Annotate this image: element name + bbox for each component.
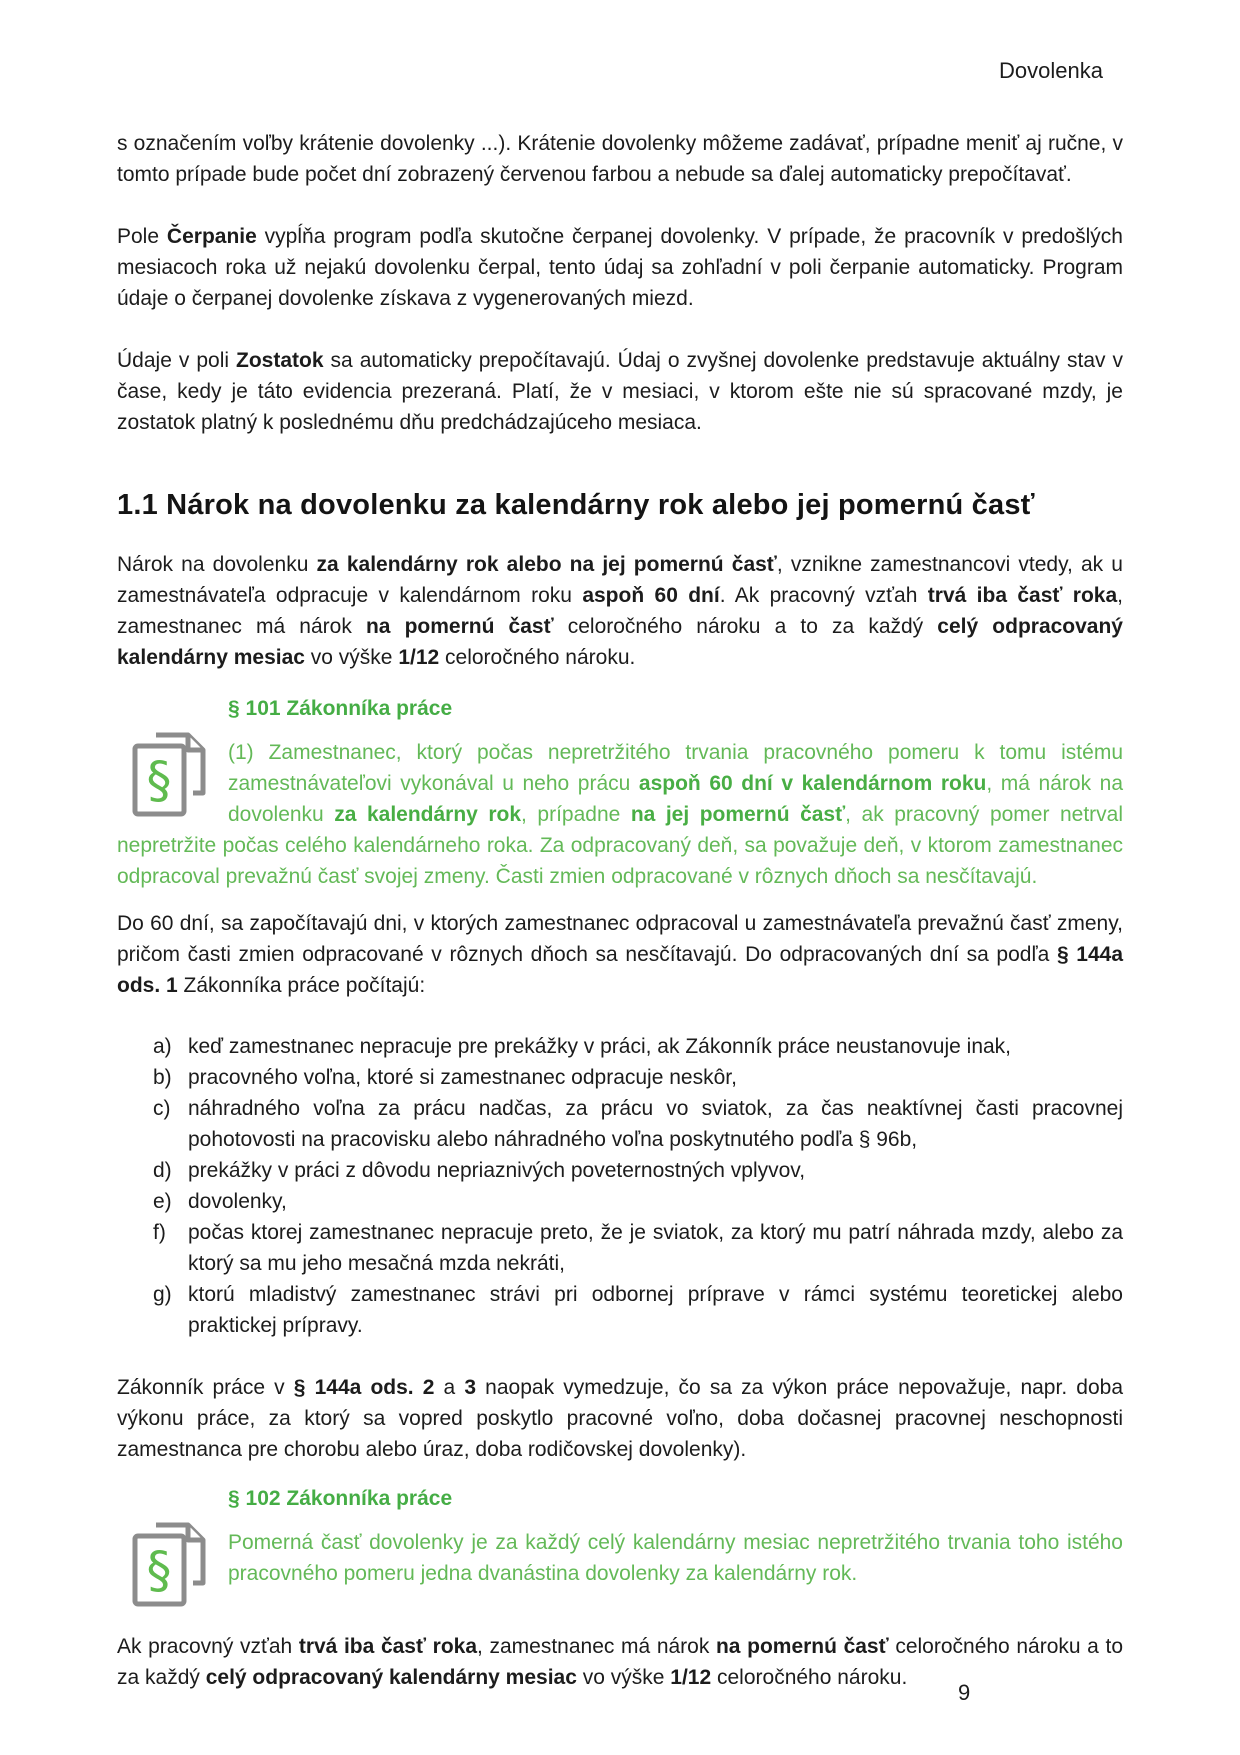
section-heading-1-1: 1.1 Nárok na dovolenku za kalendárny rok alebo jej pomernú časť [117,489,1035,521]
list-item-label: d) [153,1159,172,1182]
list-item [153,1217,1123,1279]
svg-text:§: § [146,1541,172,1599]
list-item-label: f) [153,1221,166,1244]
list-item-text: keď zamestnanec nepracuje pre prekážky v práci, ak Zákonník práce neustanovuje inak, [188,1035,1012,1058]
list-item [153,1279,1123,1341]
page-header-title: Dovolenka [999,58,1103,83]
paragraph-ak-pracovny: Ak pracovný vzťah trvá iba časť roka, zamestnanec má nárok na pomernú časť celoročného nároku a to za každý celý odpracovaný kalendárny mesiac vo výške 1/12 celoročného nároku. [117,1635,1124,1689]
svg-text:§: § [146,751,172,809]
paragraph-document-icon [131,731,207,817]
paragraph-zostatok: Údaje v poli Zostatok sa automaticky prepočítavajú. Údaj o zvyšnej dovolenke predstavuje aktuálny stav v čase, kedy je táto evidencia prezeraná. Platí, že v mesiaci, v ktorom ešte nie sú spracované mzdy, je zostatok platný k poslednému dňu predchádzajúceho mesiaca. [117,349,1123,434]
list-item-text: počas ktorej zamestnanec nepracuje preto, že je sviatok, za ktorý mu patrí náhrada mzdy, alebo za ktorý sa mu jeho mesačná mzda nekráti, [188,1221,1123,1275]
law-101-rich-text: (1) Zamestnanec, ktorý počas nepretržitého trvania pracovného pomeru k tomu istému zamestnávateľovi vykonával u neho prácu aspoň 60 dní v kalendárnom roku, má nárok na dovolenku za kalendárny rok, prípadne na jej pomernú časť, ak pracovný pomer netrval nepretržite počas celého kalendárneho roka. Za odpracovaný deň, sa považuje deň, v ktorom zamestnanec odpracoval prevažnú časť svojej zmeny. Časti zmien odpracované v rôznych dňoch sa nesčítavajú. [117,741,1124,888]
list-item [153,1093,1123,1155]
list-item-label: b) [153,1066,172,1089]
law-102-rich-text: Pomerná časť dovolenky je za každý celý kalendárny mesiac nepretržitého trvania toho istého pracovného pomeru jedna dvanástina dovolenky za kalendárny rok. [228,1531,1123,1585]
list-item-label: g) [153,1283,172,1306]
list-item [153,1062,1123,1093]
law-excerpt-101 [117,695,1123,892]
paragraph-narok: Nárok na dovolenku za kalendárny rok alebo na jej pomernú časť, vznikne zamestnancovi vtedy, ak u zamestnávateľa odpracuje v kalendárnom roku aspoň 60 dní. Ak pracovný vzťah trvá iba časť roka, zamestnanec má nárok na pomernú časť celoročného nároku a to za každý celý odpracovaný kalendárny mesiac vo výške 1/12 celoročného nároku. [117,553,1124,669]
paragraph-do-60-dni: Do 60 dní, sa započítavajú dni, v ktorých zamestnanec odpracoval u zamestnávateľa prevažnú časť zmeny, pričom časti zmien odpracované v rôznych dňoch sa nesčítavajú. Do odpracovaných dní sa podľa § 144a ods. 1 Zákonníka práce počítajú: [117,912,1123,997]
paragraph-document-icon [131,1521,207,1607]
law-101-text [117,737,1123,892]
list-item [153,1186,1123,1217]
paragraph-144a: Zákonník práce v § 144a ods. 2 a 3 naopak vymedzuje, čo sa za výkon práce nepovažuje, napr. doba výkonu práce, za ktorý sa vopred poskytlo pracovné voľno, doba dočasnej pracovnej neschopnosti zamestnanca pre chorobu alebo úraz, doba rodičovskej dovolenky). [117,1376,1124,1461]
list-item [153,1031,1123,1062]
list-item-label: e) [153,1190,172,1213]
counted-list [153,1031,1123,1341]
law-102-text [117,1527,1123,1599]
law-102-heading: § 102 Zákonníka práce [228,1487,453,1510]
list-item-label: c) [153,1097,171,1120]
law-101-heading: § 101 Zákonníka práce [228,697,453,720]
paragraph-kratenie: s označením voľby krátenie dovolenky ...). Krátenie dovolenky môžeme zadávať, prípadne meniť aj ručne, v tomto prípade bude počet dní zobrazený červenou farbou a nebude sa ďalej automaticky prepočítavať. [117,132,1123,186]
list-item-text: dovolenky, [188,1190,287,1213]
list-item [153,1155,1123,1186]
list-item-label: a) [153,1035,172,1058]
list-item-text: pracovného voľna, ktoré si zamestnanec odpracuje neskôr, [188,1066,737,1089]
list-item-text: náhradného voľna za prácu nadčas, za prácu vo sviatok, za čas neaktívnej časti pracovnej pohotovosti na pracovisku alebo náhradného voľna poskytnutého podľa § 96b, [188,1097,1123,1151]
list-item-text: prekážky v práci z dôvodu nepriaznivých poveternostných vplyvov, [188,1159,806,1182]
law-excerpt-102 [117,1485,1123,1613]
paragraph-cerpanie: Pole Čerpanie vypĺňa program podľa skutočne čerpanej dovolenky. V prípade, že pracovník v predošlých mesiacoch roka už nejakú dovolenku čerpal, tento údaj sa zohľadní v poli čerpanie automaticky. Program údaje o čerpanej dovolenke získava z vygenerovaných miezd. [117,225,1123,310]
page-number: 9 [958,1680,971,1705]
list-item-text: ktorú mladistvý zamestnanec strávi pri odbornej príprave v rámci systému teoretickej alebo praktickej prípravy. [188,1283,1123,1337]
